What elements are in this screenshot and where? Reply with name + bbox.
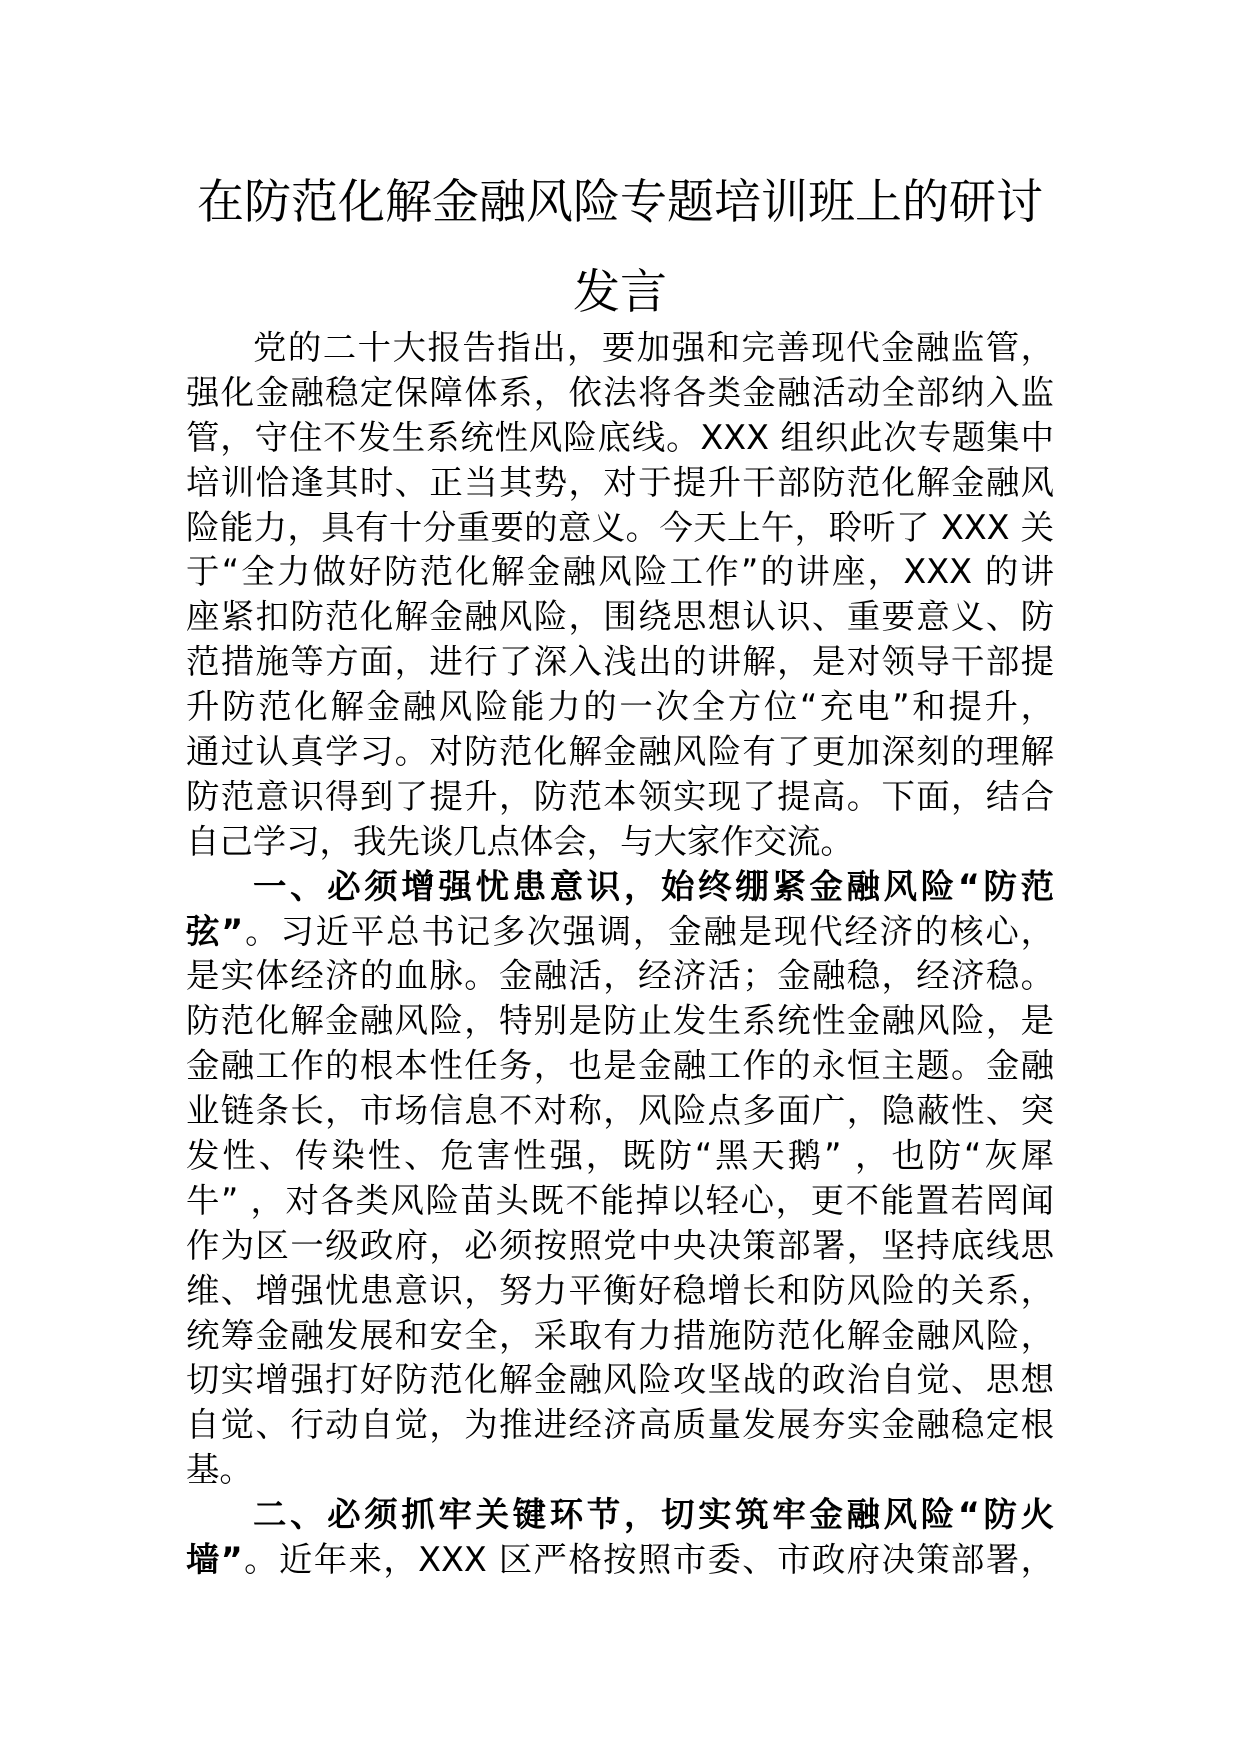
paragraph-line: 防范化解金融风险，特别是防止发生系统性金融风险，是 — [186, 1001, 1054, 1041]
paragraph-line: 强化金融稳定保障体系，依法将各类金融活动全部纳入监 — [186, 372, 1054, 412]
paragraph-line — [186, 1538, 1054, 1583]
paragraph-line: 切实增强打好防范化解金融风险攻坚战的政治自觉、思想 — [186, 1360, 1054, 1400]
paragraph-line: 基。 — [186, 1450, 253, 1490]
paragraph-line: 自觉、行动自觉，为推进经济高质量发展夯实金融稳定根 — [186, 1405, 1054, 1445]
paragraph-line: 范措施等方面，进行了深入浅出的讲解，是对领导干部提 — [186, 642, 1054, 682]
paragraph-section-two — [186, 1493, 1054, 1583]
section-heading-one-tail: 弦” — [186, 911, 244, 951]
paragraph-line: 发性、传染性、危害性强，既防“黑天鹅” ，也防“灰犀 — [186, 1136, 1054, 1176]
paragraph-line: 于“全力做好防范化解金融风险工作”的讲座，XXX 的讲 — [186, 552, 1054, 592]
paragraph-line: 防范意识得到了提升，防范本领实现了提高。下面，结合 — [186, 776, 1054, 816]
paragraph-line: 统筹金融发展和安全，采取有力措施防范化解金融风险， — [186, 1315, 1054, 1355]
document-title-line-2: 发言 — [573, 265, 667, 320]
paragraph-line: 金融工作的根本性任务，也是金融工作的永恒主题。金融 — [186, 1046, 1054, 1086]
paragraph-line: 维、增强忧患意识，努力平衡好稳增长和防风险的关系， — [186, 1270, 1054, 1310]
paragraph-line: 升防范化解金融风险能力的一次全方位“充电”和提升， — [186, 687, 1054, 727]
paragraph-line: 管，守住不发生系统性风险底线。XXX 组织此次专题集中 — [186, 417, 1054, 457]
paragraph-line: 业链条长，市场信息不对称，风险点多面广，隐蔽性、突 — [186, 1091, 1054, 1131]
document-body — [186, 326, 1054, 1583]
document-title-line-1: 在防范化解金融风险专题培训班上的研讨 — [197, 175, 1043, 230]
paragraph-line: 牛” ，对各类风险苗头既不能掉以轻心，更不能置若罔闻 — [186, 1180, 1054, 1220]
section-heading-one: 一、必须增强忧患意识，始终绷紧金融风险“防范 — [253, 866, 1054, 906]
section-two-first-sentence: 。近年来，XXX 区严格按照市委、市政府决策部署， — [242, 1540, 1054, 1580]
paragraph-line: 培训恰逢其时、正当其势，对于提升干部防范化解金融风 — [186, 462, 1054, 502]
section-heading-two-tail: 墙” — [186, 1540, 243, 1580]
paragraph-line: 作为区一级政府，必须按照党中央决策部署，坚持底线思 — [186, 1225, 1054, 1265]
paragraph-line: 是实体经济的血脉。金融活，经济活；金融稳，经济稳。 — [186, 956, 1054, 996]
paragraph-line: 通过认真学习。对防范化解金融风险有了更加深刻的理解 — [186, 732, 1054, 772]
section-one-first-sentence: 。习近平总书记多次强调，金融是现代经济的核心， — [243, 911, 1054, 951]
paragraph-line — [186, 910, 1054, 955]
paragraph-section-one — [186, 865, 1054, 1493]
section-heading-two: 二、必须抓牢关键环节，切实筑牢金融风险“防火 — [253, 1495, 1054, 1535]
paragraph-intro — [186, 326, 1054, 865]
paragraph-line: 党的二十大报告指出，要加强和完善现代金融监管， — [253, 328, 1054, 367]
paragraph-line: 自己学习，我先谈几点体会，与大家作交流。 — [186, 821, 854, 861]
paragraph-line: 险能力，具有十分重要的意义。今天上午，聆听了 XXX 关 — [186, 507, 1054, 547]
paragraph-line: 座紧扣防范化解金融风险，围绕思想认识、重要意义、防 — [186, 597, 1054, 637]
